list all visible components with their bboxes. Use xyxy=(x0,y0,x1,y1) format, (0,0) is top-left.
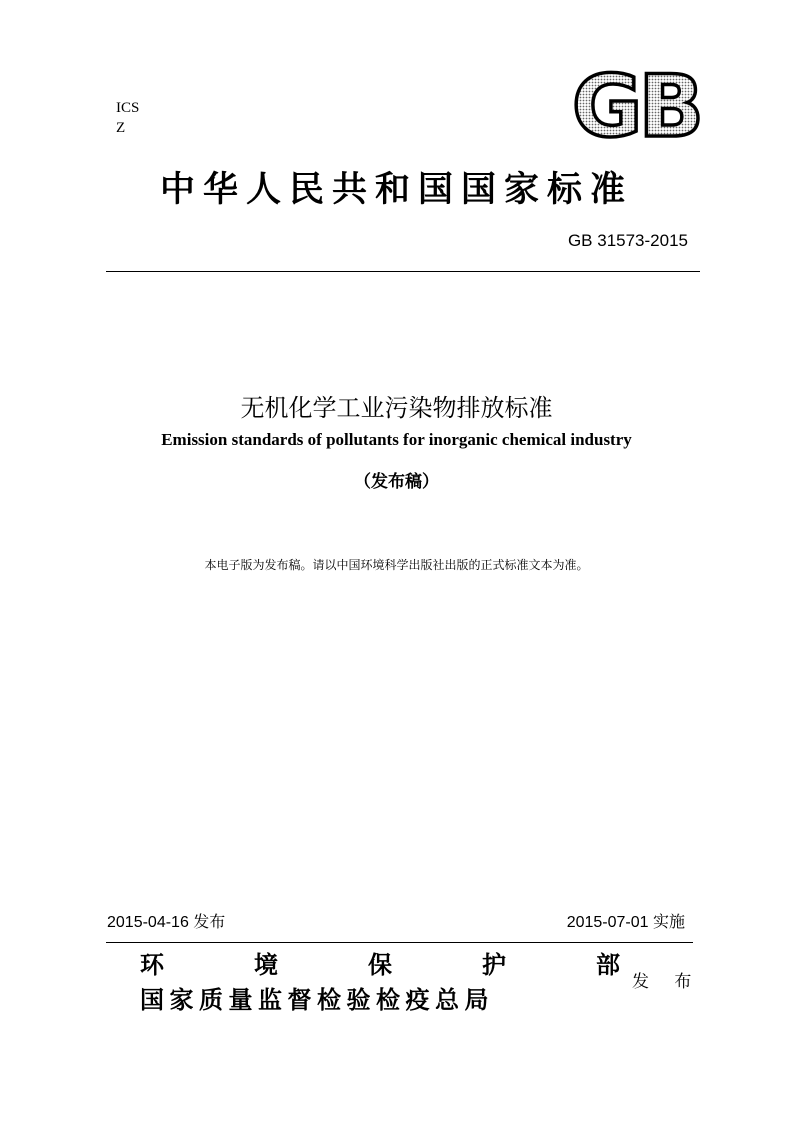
gb-logo xyxy=(561,66,711,143)
issuer-ministry-char: 部 xyxy=(596,951,620,979)
title-english: Emission standards of pollutants for inorganic chemical industry xyxy=(161,430,632,449)
publish-label: 发 布 xyxy=(632,972,692,992)
footer-divider xyxy=(106,942,693,943)
issue-date: 2015-04-16 发布 xyxy=(107,914,226,931)
classification-code: Z xyxy=(116,120,126,136)
issuer-ministry xyxy=(140,950,620,980)
gb-logo-text: GB xyxy=(571,66,701,143)
ics-block xyxy=(116,98,139,138)
issuer-ministry-char: 境 xyxy=(254,951,278,979)
issuer-ministry-char: 保 xyxy=(368,951,392,979)
header-divider xyxy=(106,271,700,272)
gb-logo-graphic xyxy=(561,66,711,143)
issuer-ministry-char: 护 xyxy=(482,951,506,979)
ics-label: ICS xyxy=(116,100,140,116)
standard-name: 中华人民共和国国家标准 xyxy=(159,170,633,210)
title-chinese: 无机化学工业污染物排放标准 xyxy=(240,394,553,422)
edition-note: 本电子版为发布稿。请以中国环境科学出版社出版的正式标准文本为准。 xyxy=(204,558,589,572)
draft-label: （发布稿） xyxy=(354,472,439,492)
implementation-date: 2015-07-01 实施 xyxy=(566,914,685,931)
standard-code: GB 31573-2015 xyxy=(567,231,688,250)
issuer-aqsiq: 国家质量监督检验检疫总局 xyxy=(140,986,494,1014)
issuer-ministry-char: 环 xyxy=(140,951,164,979)
